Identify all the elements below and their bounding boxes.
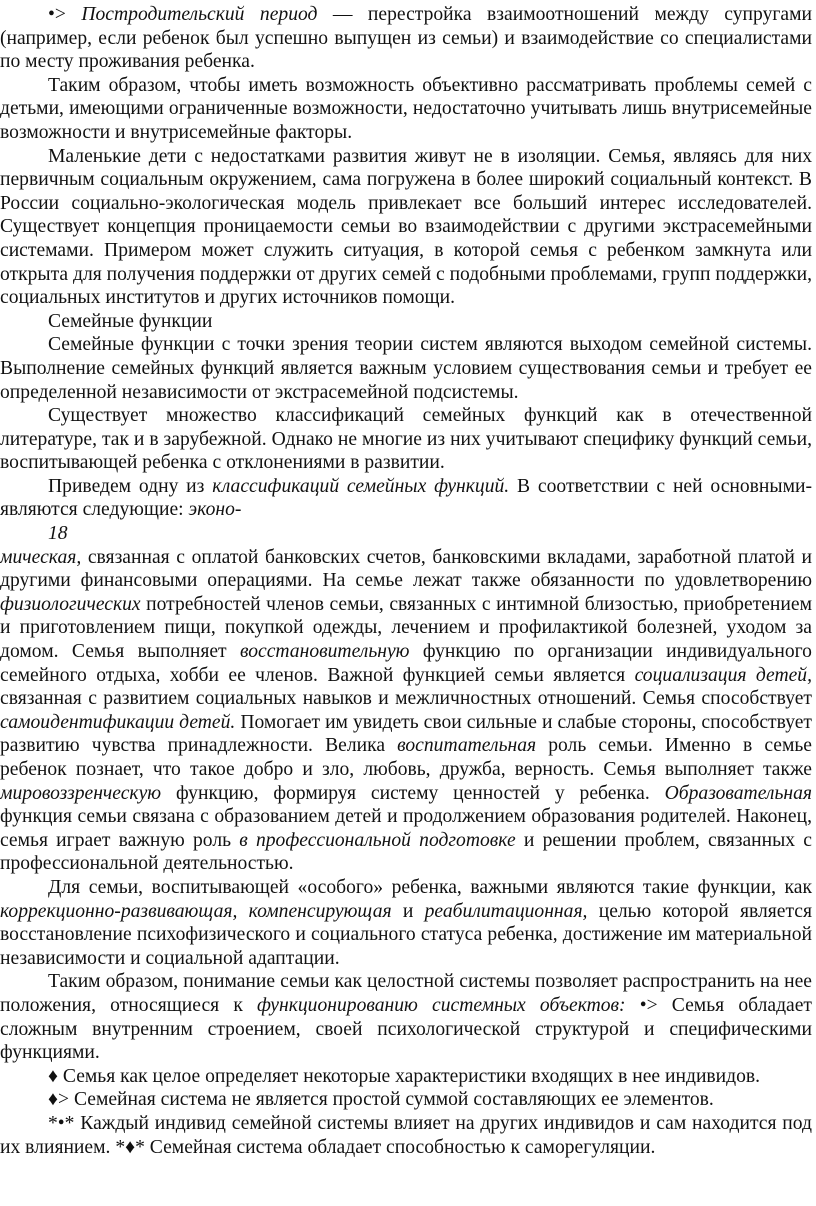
paragraph-text: связанная с развитием социальных навыков и межличностных отношений. Семья способствует — [0, 688, 812, 710]
paragraph-text: потребностей членов семьи, связанных с интимной близостью, приобретением и приготовлением пищи, покупкой одежды, лечением и профилактикой болезней, уходом за домом. Семья выполняет — [0, 593, 812, 663]
paragraph-text: Приведем одну из — [48, 475, 213, 497]
paragraph-text: Помогает им увидеть свои сильные и слабые стороны, способствует развитию чувства принадлежности. Велика — [0, 711, 812, 757]
term-professional-training: в профессиональной подготовке — [239, 829, 516, 851]
term-restorative: восстановительную — [239, 641, 410, 663]
paragraph-special-child — [0, 876, 812, 970]
term-worldview: мировоззренческую — [0, 782, 162, 804]
paragraph-intrafamily-factors: Таким образом, чтобы иметь возможность объективно рассматривать проблемы семей с детьми, имеющими ограниченные возможности, недостаточно учитывать лишь внутрисемейные возможности и внутрисемейные факторы. — [0, 74, 812, 143]
paragraph-text: •> Семья обладает сложным внутренним строением, своей психологической структурой и специфическими функциями. — [0, 994, 812, 1064]
paragraph-system-output: Семейные функции с точки зрения теории систем являются выходом семейной системы. Выполнение семейных функций является важным условием существования семьи и требует ее определенной независимости от экстрасемейной подсистемы. — [0, 334, 812, 403]
term-educational-upbringing: воспитательная — [397, 735, 537, 757]
paragraph-classification-intro — [0, 475, 812, 522]
paragraph-text: функция семьи связана с образованием детей и продолжением образования родителей. Наконец, семья играет важную роль — [0, 806, 812, 851]
paragraph-function-list — [0, 546, 812, 876]
paragraph-social-context: Маленькие дети с недостатками развития живут не в изоляции. Семья, являясь для них первичным социальным окружением, сама погружена в более широкий социальный контекст. В России социально-экологическая модель привлекает все больший интерес исследователей. Существует концепция проницаемости семьи во взаимодействии с другими экстрасемейными системами. Примером может служить ситуация, в которой семья с ребенком замкнута или открыта для получения поддержки от других семей с подобными проблемами, групп поддержки, социальных институтов и других источников помощи. — [0, 145, 812, 309]
paragraph-text: роль семьи. Именно в семье ребенок познает, что такое добро и зло, любовь, дружба, верность. Семья выполняет также — [0, 735, 812, 780]
term-self-identification: самоидентификации детей. — [0, 711, 236, 733]
term-educational: Образовательная — [664, 782, 812, 804]
paragraph-text: и — [391, 900, 425, 922]
paragraph-classifications: Существует множество классификаций семейных функций как в отечественной литературе, так и в зарубежной. Однако не многие из них учитывают специфику функций семьи, воспитывающей ребенка с отклонениями в развитии. — [0, 405, 812, 474]
term-classification: классификаций семейных функций. — [212, 475, 510, 497]
term-correctional-compensating: коррекционно-развивающая, компенсирующая — [0, 900, 392, 922]
term-postparental-period: Постродительский период — [81, 4, 318, 25]
paragraph-text: функцию, формируя систему ценностей у ребенка. — [161, 782, 665, 804]
list-item-mutual-influence: *•* Каждый индивид семейной системы влияет на других индивидов и сам находится под их влиянием. *♦* Семейная система обладает способностью к саморегуляции. — [0, 1112, 812, 1158]
paragraph-text: В соответствии с ней основными-являются следующие: — [0, 475, 812, 521]
paragraph-text: связанная с оплатой банковских счетов, банковскими вкладами, заработной платой и другими финансовыми операциями. На семье лежат также обязанности по удовлетворению — [0, 546, 812, 592]
paragraph-text: функцию по организации индивидуального семейного отдыха, хобби ее членов. Важной функцией семьи является — [0, 641, 812, 686]
term-socialization: социализация детей, — [634, 664, 812, 686]
paragraph-text: Для семьи, воспитывающей «особого» ребенка, важными являются такие функции, как — [48, 876, 812, 898]
term-rehabilitation: реабилитационная, — [424, 900, 588, 922]
paragraph-text: целью которой является восстановление психофизического и социального статуса ребенка, достижение им материальной независимости и социальной адаптации. — [0, 900, 812, 969]
paragraph-text: и решении проблем, связанных с профессиональной деятельностью. — [0, 829, 812, 875]
paragraph-text: Таким образом, понимание семьи как целостной системы позволяет распространить на нее положения, относящиеся к — [0, 971, 812, 1016]
term-economic-start: эконо- — [188, 499, 242, 521]
paragraph-postparental-period — [0, 3, 812, 74]
paragraph-text: — перестройка взаимоотношений между супругами (например, если ребенок был успешно выпущен из семьи) и взаимодействие со специалистами по месту проживания ребенка. — [0, 4, 812, 73]
term-physiological: физиологических — [0, 593, 141, 615]
list-item-not-simple-sum: ♦> Семейная система не является простой суммой составляющих ее элементов. — [48, 1089, 714, 1111]
term-economic-end: мическая, — [0, 546, 82, 568]
list-item-family-whole: ♦ Семья как целое определяет некоторые характеристики входящих в нее индивидов. — [48, 1065, 761, 1087]
bullet-marker: •> — [48, 4, 82, 25]
page-number: 18 — [48, 523, 68, 545]
section-heading-family-functions: Семейные функции — [48, 310, 213, 332]
term-system-objects: функционированию системных объектов: — [257, 994, 626, 1016]
paragraph-system-objects — [0, 970, 812, 1064]
